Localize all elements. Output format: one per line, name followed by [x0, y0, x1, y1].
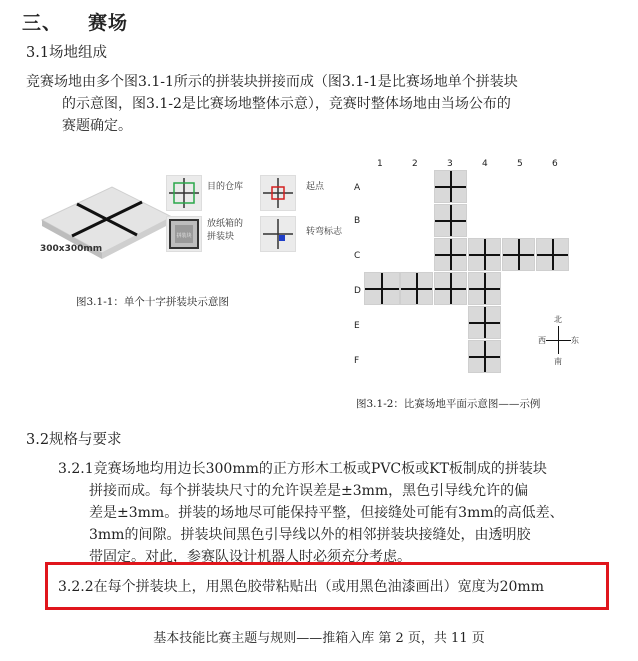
target-warehouse-icon — [166, 175, 202, 211]
box-tile-icon — [166, 216, 202, 252]
legend-box-label-line: 放纸箱的 — [207, 219, 244, 229]
legend-box-label-line: 拼装块 — [207, 232, 235, 242]
row-letter: C — [354, 251, 361, 261]
paragraph-3-1 — [26, 71, 626, 137]
legend-box-label — [207, 218, 243, 244]
subsection-heading-3-2: 3.2规格与要求 — [26, 432, 122, 448]
compass-south: 南 — [554, 357, 562, 366]
column-number: 4 — [482, 159, 488, 169]
column-number: 2 — [412, 159, 418, 169]
section-number: 三、 — [22, 12, 63, 34]
field-tile — [434, 272, 467, 305]
compass-west: 西 — [538, 336, 546, 345]
paragraph-3-2-2: 3.2.2在每个拼装块上，用黑色胶带粘贴出（或用黑色油漆画出）宽度为20mm — [58, 579, 544, 595]
field-tile — [434, 170, 467, 203]
row-letter: E — [354, 321, 360, 331]
start-point-icon — [260, 175, 296, 211]
column-number: 3 — [447, 159, 453, 169]
paragraph-line: 带固定。对此，参赛队设计机器人时必须充分考虑。 — [89, 549, 411, 565]
field-tile — [468, 306, 501, 339]
paragraph-line: 的示意图，图3.1-2是比赛场地整体示意），竞赛时整体场地由当场公布的 — [62, 96, 511, 112]
tile-box-text: 拼装块 — [176, 233, 192, 239]
row-letter: A — [354, 183, 361, 193]
paragraph-line: 拼接而成。每个拼装块尺寸的允许误差是±3mm，黑色引导线允许的偏 — [89, 483, 529, 499]
legend-start-label: 起点 — [306, 182, 325, 192]
compass-north: 北 — [554, 315, 562, 324]
subsection-heading-3-1: 3.1场地组成 — [26, 45, 108, 61]
compass-east: 东 — [571, 336, 579, 345]
turn-marker-icon — [260, 216, 296, 252]
paragraph-line: 差是±3mm。拼装的场地尽可能保持平整，但接缝处可能有3mm的高低差、 — [89, 505, 564, 521]
field-tile — [468, 272, 501, 305]
column-number: 5 — [517, 159, 523, 169]
field-tile — [502, 238, 535, 271]
section-title: 赛场 — [88, 12, 129, 34]
paragraph-line: 竞赛场地由多个图3.1-1所示的拼装块拼接而成（图3.1-1是比赛场地单个拼装块 — [26, 74, 518, 90]
legend-turn-label: 转弯标志 — [306, 227, 343, 237]
paragraph-line: 3.2.1竞赛场地均用边长300mm的正方形木工板或PVC板或KT板制成的拼装块 — [58, 461, 547, 477]
section-heading — [22, 8, 128, 35]
column-number: 1 — [377, 159, 383, 169]
row-letter: B — [354, 216, 361, 226]
row-letter: F — [354, 356, 360, 366]
field-tile — [536, 238, 569, 271]
field-tile — [434, 204, 467, 237]
column-number: 6 — [552, 159, 558, 169]
field-tile — [468, 340, 501, 373]
legend-target-label: 目的仓库 — [207, 182, 244, 192]
tile-size-label: 300x300mm — [40, 244, 103, 254]
page-footer: 基本技能比赛主题与规则——推箱入库 第 2 页，共 11 页 — [153, 631, 485, 646]
field-tile — [364, 272, 400, 305]
compass — [538, 314, 578, 370]
field-tile — [400, 272, 433, 305]
field-tile — [468, 238, 501, 271]
row-letter: D — [354, 286, 361, 296]
figure-3-1-2-caption: 图3.1-2：比赛场地平面示意图——示例 — [356, 398, 541, 410]
paragraph-3-2-1 — [58, 458, 628, 568]
field-tile — [434, 238, 467, 271]
paragraph-line: 3mm的间隙。拼装块间黑色引导线以外的相邻拼装块接缝处，由透明胶 — [89, 527, 531, 543]
paragraph-line: 赛题确定。 — [62, 118, 132, 134]
figure-3-1-1-caption: 图3.1-1：单个十字拼装块示意图 — [76, 296, 229, 308]
